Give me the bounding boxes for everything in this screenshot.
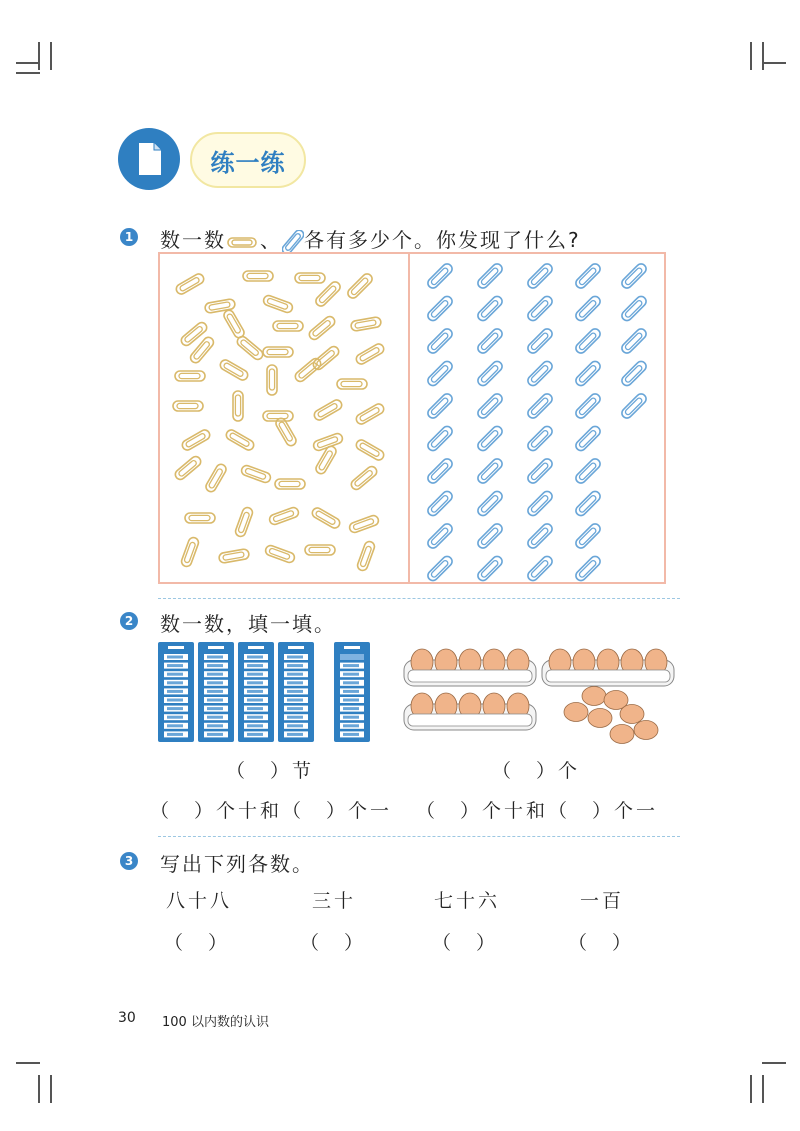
answer-blank-3: （ ） (432, 932, 499, 954)
battery-tens-ones-blank: （ ）个十和（ ）个一 (150, 800, 393, 822)
egg-cartons-illustration (402, 640, 682, 744)
gold-paperclip-icon (234, 506, 254, 538)
egg-carton-icon (542, 649, 674, 686)
blue-paperclip-icon (620, 359, 648, 387)
page-number: 30 (118, 1010, 136, 1026)
gold-paperclip-icon (312, 432, 344, 452)
egg-icon (610, 725, 634, 744)
blue-paperclip-icon (574, 359, 602, 387)
blue-paperclip-icon (526, 457, 554, 485)
blue-paperclip-icon (426, 262, 454, 290)
blue-paperclip-icon (476, 327, 504, 355)
egg-icon (620, 705, 644, 724)
blue-paperclip-icon (574, 554, 602, 582)
blue-paperclip-icon (426, 457, 454, 485)
blue-paperclip-icon (526, 392, 554, 420)
blue-paperclip-icon (620, 392, 648, 420)
blue-paperclip-icon (526, 522, 554, 550)
blue-paperclip-icon (574, 392, 602, 420)
gold-paperclip-icon (240, 464, 272, 484)
blue-paperclip-icon (426, 554, 454, 582)
blue-paperclip-icon (476, 392, 504, 420)
gold-paperclip-icon (311, 506, 342, 530)
gold-paperclip-icon (273, 321, 303, 331)
gold-paperclip-icon (185, 513, 215, 523)
gold-paperclip-icon (226, 234, 260, 250)
gold-paperclip-icon (356, 540, 376, 572)
blue-paperclip-icon (426, 327, 454, 355)
egg-icon (582, 687, 606, 706)
blue-paperclip-icon (476, 554, 504, 582)
document-icon (118, 128, 180, 190)
gold-paperclip-icon (350, 316, 381, 331)
blue-paperclip-icon (426, 392, 454, 420)
gold-paperclip-icon (180, 536, 200, 568)
paperclip-counting-box (158, 252, 666, 584)
exercise-number-1: 1 (120, 228, 138, 246)
blue-paperclip-icon (426, 294, 454, 322)
gold-paperclip-icon (219, 358, 250, 382)
blue-paperclip-icon (526, 327, 554, 355)
gold-paperclip-icon (307, 315, 336, 342)
number-word-1: 八十八 (166, 890, 233, 912)
blue-paperclip-icon (282, 230, 304, 254)
gold-paperclip-icon (235, 335, 264, 362)
exercise-number-2: 2 (120, 612, 138, 630)
exercise-1-separator: 、 (260, 228, 282, 252)
blue-paperclip-icon (620, 294, 648, 322)
gold-paperclip-icon (175, 371, 205, 381)
exercise-2-text: 数一数，填一填。 (160, 612, 336, 636)
gold-paperclip-icon (313, 398, 344, 422)
battery-pack-icon (198, 642, 234, 742)
blue-paperclip-icon (476, 294, 504, 322)
gold-paperclip-icon (267, 365, 277, 395)
gold-paperclip-icon (189, 335, 216, 364)
battery-pack-icon (158, 642, 194, 742)
gold-paperclip-icon (173, 455, 202, 482)
blue-paperclip-icon (620, 327, 648, 355)
gold-paperclip-icon (225, 428, 256, 452)
battery-pack-icon (238, 642, 274, 742)
exercise-1-suffix: 各有多少个。你发现了什么? (304, 228, 581, 252)
gold-paperclip-icon (204, 463, 228, 494)
gold-paperclip-icon (275, 479, 305, 489)
exercise-number-3: 3 (120, 852, 138, 870)
exercise-1-text (160, 224, 581, 254)
blue-paperclip-icon (526, 262, 554, 290)
blue-paperclip-icon (476, 522, 504, 550)
blue-paperclip-icon (476, 424, 504, 452)
gold-paperclip-icon (355, 402, 386, 426)
gold-paperclip-icon (314, 445, 338, 476)
egg-tens-ones-blank: （ ）个十和（ ）个一 (416, 800, 659, 822)
egg-icon (588, 709, 612, 728)
blue-paperclip-icon (526, 294, 554, 322)
gold-paperclip-icon (243, 271, 273, 281)
gold-paperclip-icon (233, 391, 243, 421)
battery-pack-icon (334, 642, 370, 742)
blue-paperclip-icon (526, 359, 554, 387)
egg-carton-icon (404, 693, 536, 730)
blue-paperclip-icon (574, 522, 602, 550)
section-divider (158, 836, 680, 837)
answer-blank-4: （ ） (568, 932, 635, 954)
blue-paperclip-icon (476, 359, 504, 387)
gold-paperclip-icon (305, 545, 335, 555)
blue-paperclip-icon (526, 489, 554, 517)
blue-paperclip-icon (476, 262, 504, 290)
gold-paperclip-icon (175, 272, 206, 296)
blue-paperclip-icon (426, 522, 454, 550)
battery-count-blank: （ ）节 (226, 760, 315, 782)
section-divider (158, 598, 680, 599)
blue-paperclip-icon (574, 424, 602, 452)
exercise-header-badge (118, 128, 180, 190)
answer-blank-1: （ ） (164, 932, 231, 954)
egg-icon (564, 703, 588, 722)
gold-paperclip-icon (337, 379, 367, 389)
gold-paperclip-icon (262, 294, 294, 314)
gold-paperclip-icon (264, 544, 296, 564)
gold-paperclip-icon (263, 347, 293, 357)
gold-paperclip-icon (173, 401, 203, 411)
blue-paperclip-icon (574, 489, 602, 517)
blue-paperclip-icon (574, 294, 602, 322)
chapter-title: 100 以内数的认识 (162, 1015, 269, 1030)
blue-paperclip-icon (574, 327, 602, 355)
number-word-2: 三十 (312, 890, 357, 912)
blue-paperclip-icon (526, 424, 554, 452)
egg-icon (634, 721, 658, 740)
page-title: 练一练 (210, 149, 286, 177)
blue-paperclip-icon (574, 457, 602, 485)
gold-paperclip-icon (346, 272, 374, 300)
gold-paperclip-icon (355, 342, 386, 366)
exercise-3-text: 写出下列各数。 (160, 852, 314, 876)
gold-paperclip-icon (355, 438, 386, 462)
battery-pack-icon (278, 642, 314, 742)
gold-paperclip-icon (268, 506, 300, 526)
gold-paperclip-icon (349, 465, 378, 492)
blue-paperclip-icon (426, 424, 454, 452)
blue-paperclip-icon (476, 489, 504, 517)
exercise-1-prefix: 数一数 (160, 228, 226, 252)
blue-paperclip-icon (574, 262, 602, 290)
answer-blank-2: （ ） (300, 932, 367, 954)
blue-paperclip-icon (476, 457, 504, 485)
gold-paperclip-icon (222, 309, 246, 340)
paperclip-illustration (160, 254, 664, 582)
gold-paperclip-icon (314, 280, 342, 308)
blue-paperclip-icon (426, 359, 454, 387)
gold-paperclip-icon (218, 548, 249, 563)
blue-paperclip-icon (620, 262, 648, 290)
battery-packs-illustration (158, 640, 378, 744)
egg-count-blank: （ ）个 (492, 760, 581, 782)
number-word-4: 一百 (580, 890, 625, 912)
gold-paperclip-icon (295, 273, 325, 283)
gold-paperclip-icon (181, 428, 212, 452)
blue-paperclip-icon (426, 489, 454, 517)
number-word-3: 七十六 (434, 890, 501, 912)
blue-paperclip-icon (526, 554, 554, 582)
gold-paperclip-icon (348, 514, 380, 534)
egg-carton-icon (404, 649, 536, 686)
